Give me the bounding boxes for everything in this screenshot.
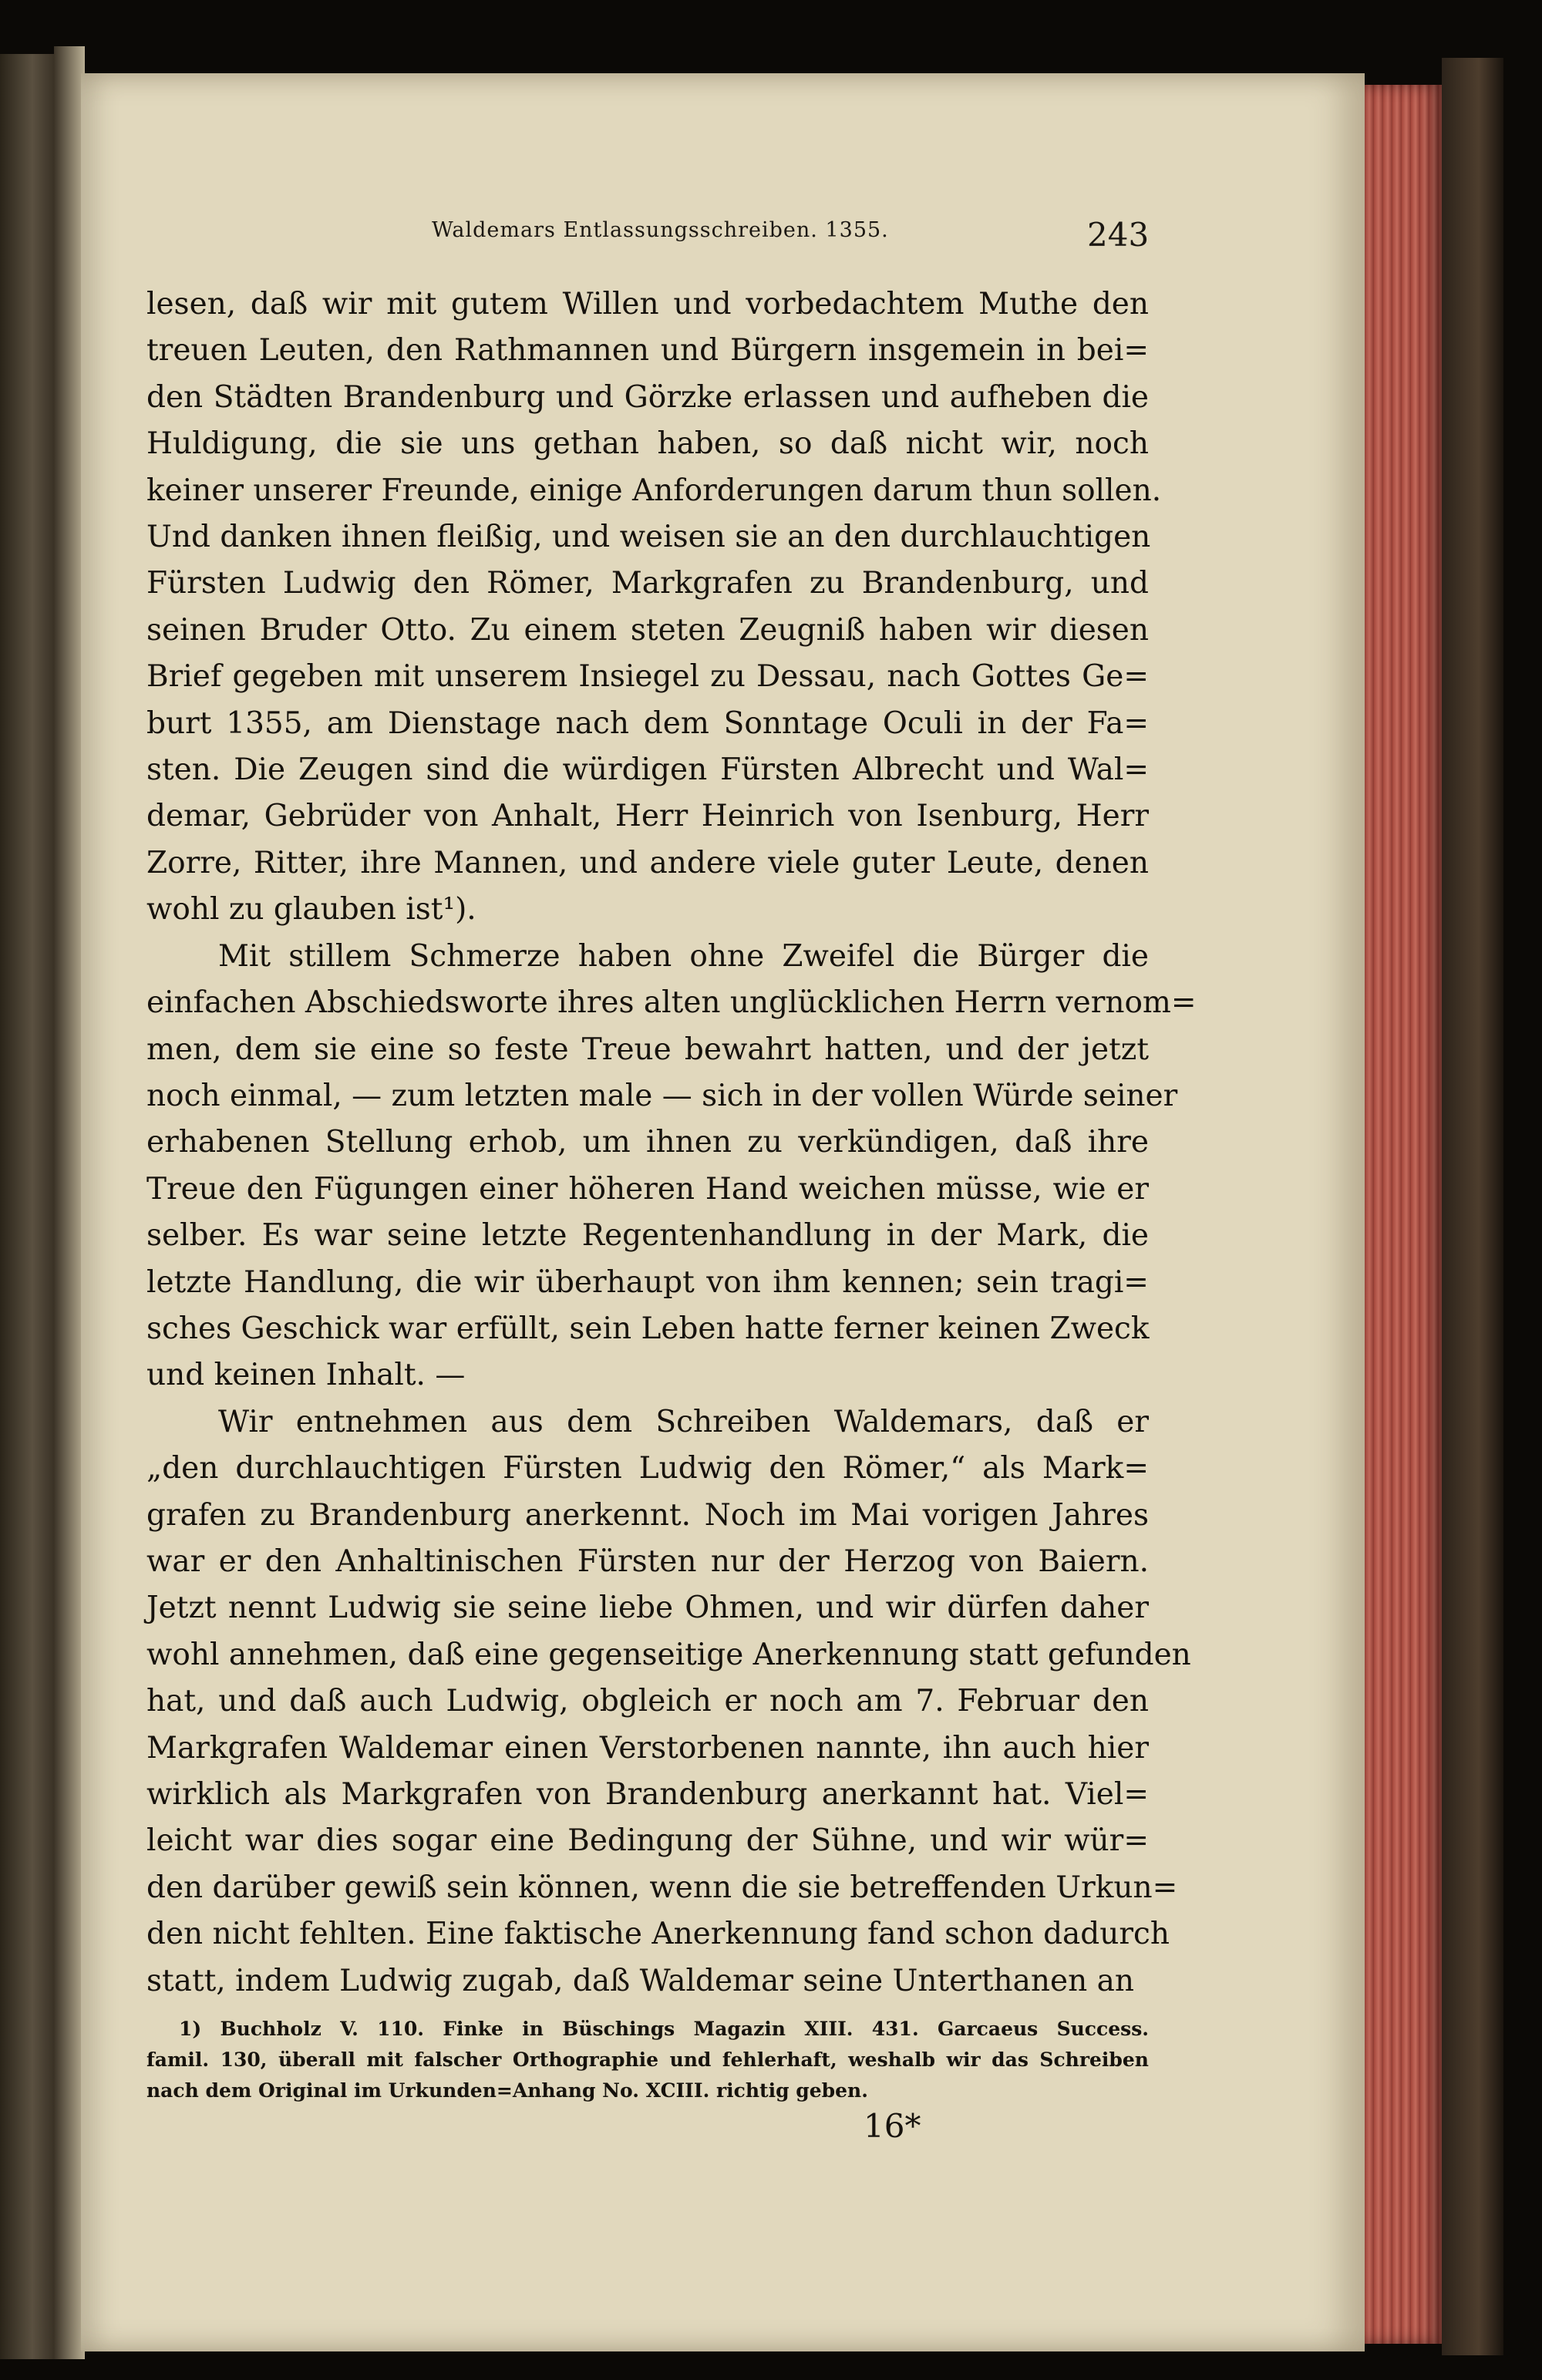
- text-line: wohl annehmen, daß eine gegenseitige Anerkennung statt gefunden: [146, 1637, 1191, 1672]
- left-page-edge: [0, 54, 54, 2359]
- text-line: noch einmal, — zum letzten male — sich in der vollen Würde seiner: [146, 1078, 1178, 1113]
- footnote-line: 1) Buchholz V. 110. Finke in Büschings Magazin XIII. 431. Garcaeus Success.: [179, 2018, 1149, 2040]
- text-line: den nicht fehlten. Eine faktische Anerkennung fand schon dadurch: [146, 1917, 1170, 1952]
- text-line: seinen Bruder Otto. Zu einem steten Zeugniß haben wir diesen: [146, 612, 1149, 648]
- text-line: und keinen Inhalt. —: [146, 1358, 466, 1393]
- footnotes: [146, 2014, 1149, 2106]
- text-line: hat, und daß auch Ludwig, obgleich er noch am 7. Februar den: [146, 1684, 1149, 1719]
- running-header: Waldemars Entlassungsschreiben. 1355.: [432, 218, 889, 242]
- footnote-line: famil. 130, überall mit falscher Orthographie und fehlerhaft, weshalb wir das Schreiben: [146, 2048, 1149, 2071]
- text-line: Und danken ihnen fleißig, und weisen sie an den durchlauchtigen: [146, 520, 1151, 555]
- text-line: statt, indem Ludwig zugab, daß Waldemar seine Unterthanen an: [146, 1963, 1135, 1998]
- text-line: lesen, daß wir mit gutem Willen und vorbedachtem Muthe den: [146, 287, 1149, 321]
- text-line: den darüber gewiß sein können, wenn die sie betreffenden Urkun=: [146, 1870, 1178, 1905]
- footnote-line: nach dem Original im Urkunden=Anhang No. XCIII. richtig geben.: [146, 2079, 868, 2102]
- text-line: erhabenen Stellung erhob, um ihnen zu verkündigen, daß ihre: [146, 1125, 1149, 1160]
- text-line: grafen zu Brandenburg anerkennt. Noch im Mai vorigen Jahres: [146, 1497, 1149, 1533]
- book-cover-edge: [1442, 58, 1503, 2355]
- text-line: Mit stillem Schmerze haben ohne Zweifel die Bürger die: [218, 938, 1149, 974]
- page-number: 243: [1087, 216, 1150, 254]
- text-line: Treue den Fügungen einer höheren Hand weichen müsse, wie er: [146, 1171, 1149, 1207]
- body-text: [146, 281, 1197, 2005]
- text-line: selber. Es war seine letzte Regentenhandlung in der Mark, die: [146, 1218, 1149, 1254]
- text-line: einfachen Abschiedsworte ihres alten unglücklichen Herrn vernom=: [146, 985, 1197, 1021]
- text-line: Huldigung, die sie uns gethan haben, so daß nicht wir, noch: [146, 426, 1149, 462]
- text-line: keiner unserer Freunde, einige Anforderungen darum thun sollen.: [146, 473, 1162, 508]
- text-line: burt 1355, am Dienstage nach dem Sonntage Oculi in der Fa=: [146, 705, 1149, 741]
- signature-mark: 16*: [864, 2107, 921, 2145]
- text-line: Jetzt nennt Ludwig sie seine liebe Ohmen, und wir dürfen daher: [146, 1591, 1149, 1626]
- text-line: Markgrafen Waldemar einen Verstorbenen nannte, ihn auch hier: [146, 1730, 1149, 1766]
- text-line: Brief gegeben mit unserem Insiegel zu Dessau, nach Gottes Ge=: [146, 659, 1149, 695]
- text-line: sches Geschick war erfüllt, sein Leben hatte ferner keinen Zweck: [146, 1311, 1150, 1346]
- red-page-edges: [1365, 85, 1442, 2344]
- text-line: den Städten Brandenburg und Görzke erlassen und aufheben die: [146, 379, 1149, 415]
- text-line: men, dem sie eine so feste Treue bewahrt hatten, und der jetzt: [146, 1032, 1149, 1067]
- text-line: wohl zu glauben ist¹).: [146, 892, 476, 927]
- text-line: „den durchlauchtigen Fürsten Ludwig den Römer,“ als Mark=: [146, 1451, 1149, 1486]
- text-line: treuen Leuten, den Rathmannen und Bürgern insgemein in bei=: [146, 333, 1149, 369]
- text-line: war er den Anhaltinischen Fürsten nur der Herzog von Baiern.: [146, 1543, 1149, 1579]
- text-line: Wir entnehmen aus dem Schreiben Waldemars, daß er: [218, 1404, 1149, 1439]
- text-line: wirklich als Markgrafen von Brandenburg anerkannt hat. Viel=: [146, 1777, 1149, 1812]
- text-line: letzte Handlung, die wir überhaupt von ihm kennen; sein tragi=: [146, 1264, 1149, 1300]
- text-line: demar, Gebrüder von Anhalt, Herr Heinrich von Isenburg, Herr: [146, 799, 1149, 834]
- text-line: Zorre, Ritter, ihre Mannen, und andere viele guter Leute, denen: [146, 845, 1149, 880]
- text-line: Fürsten Ludwig den Römer, Markgrafen zu Brandenburg, und: [146, 566, 1149, 601]
- text-line: leicht war dies sogar eine Bedingung der Sühne, und wir wür=: [146, 1823, 1149, 1859]
- book-gutter: [54, 46, 85, 2359]
- text-line: sten. Die Zeugen sind die würdigen Fürsten Albrecht und Wal=: [146, 752, 1149, 788]
